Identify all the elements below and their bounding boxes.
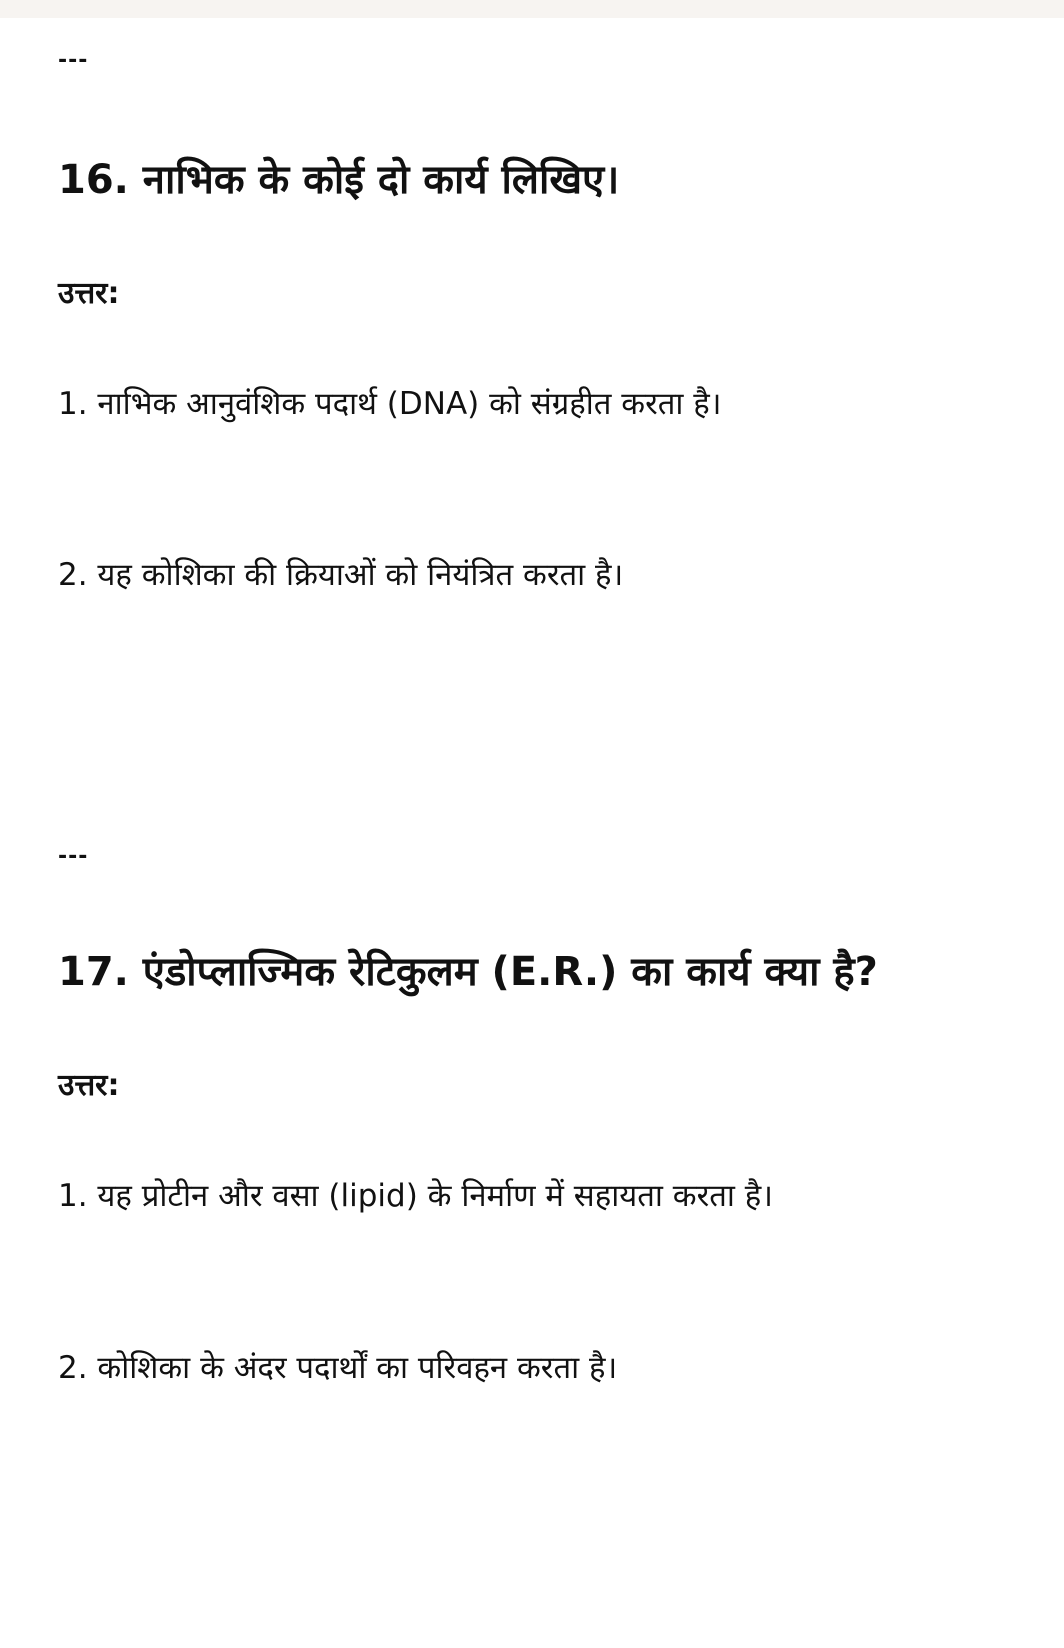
answer-point: 1. नाभिक आनुवंशिक पदार्थ (DNA) को संग्रहीत करता है।	[58, 386, 722, 422]
separator: ---	[58, 48, 89, 73]
answer-point: 2. यह कोशिका की क्रियाओं को नियंत्रित करता है।	[58, 557, 624, 593]
question-16-title: 16. नाभिक के कोई दो कार्य लिखिए।	[58, 157, 620, 203]
answer-label: उत्तर:	[58, 276, 120, 311]
top-band	[0, 0, 1064, 18]
answer-point: 1. यह प्रोटीन और वसा (lipid) के निर्माण में सहायता करता है।	[58, 1178, 774, 1214]
question-17-title: 17. एंडोप्लाज्मिक रेटिकुलम (E.R.) का कार्य क्या है?	[58, 949, 878, 995]
answer-point: 2. कोशिका के अंदर पदार्थों का परिवहन करता है।	[58, 1350, 618, 1386]
separator: ---	[58, 844, 89, 869]
answer-label: उत्तर:	[58, 1068, 120, 1103]
